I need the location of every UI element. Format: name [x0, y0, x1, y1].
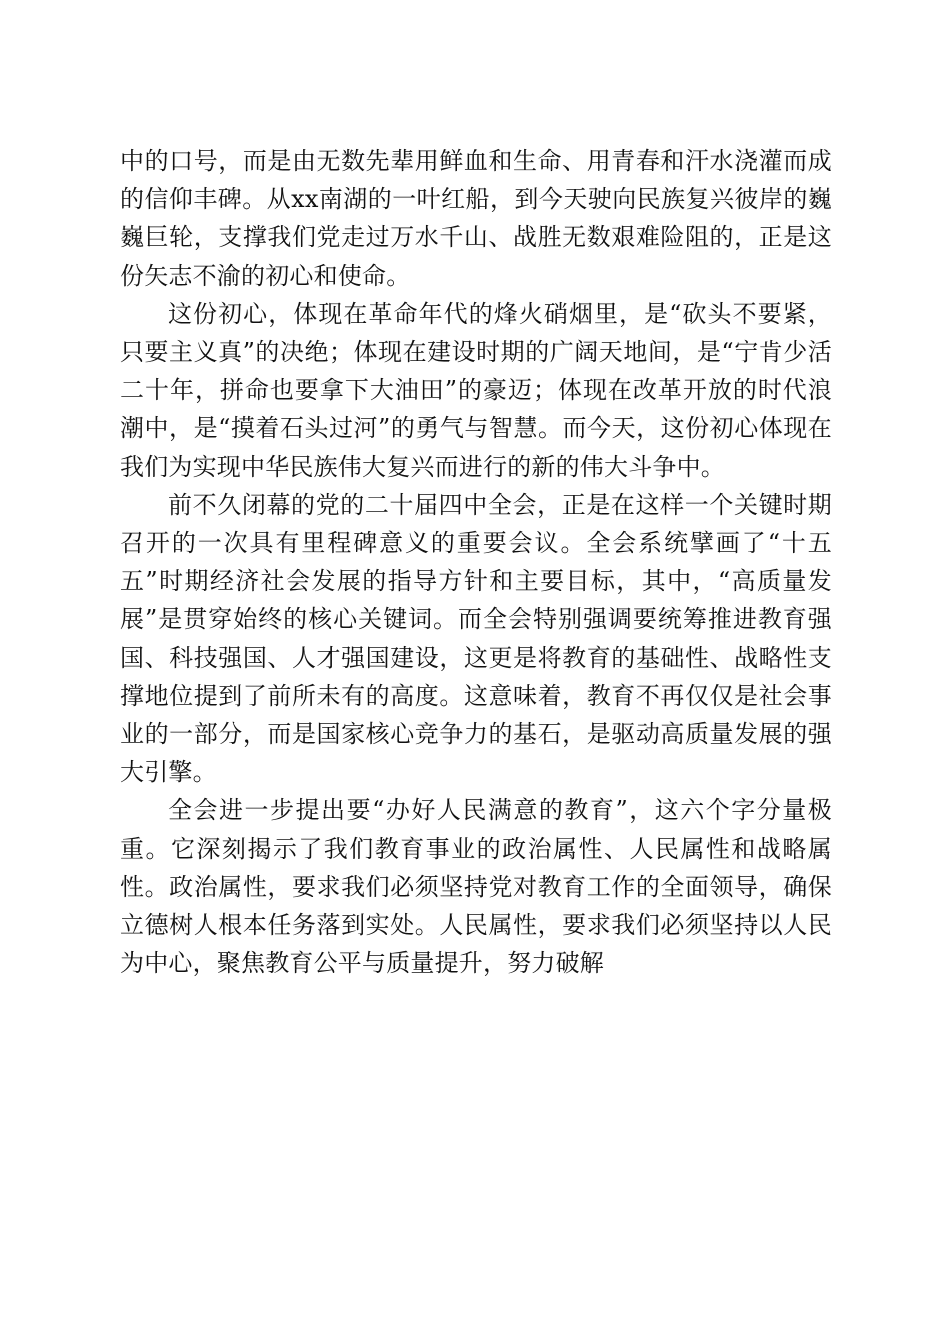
paragraph-4: 全会进一步提出要“办好人民满意的教育”，这六个字分量极重。它深刻揭示了我们教育事业的政治属性、人民属性和战略属性。政治属性，要求我们必须坚持党对教育工作的全面领导，确保立德树人根本任务落到实处。人民属性，要求我们必须坚持以人民为中心，聚焦教育公平与质量提升，努力破解 — [120, 796, 832, 978]
document-body — [120, 142, 832, 982]
paragraph-3: 前不久闭幕的党的二十届四中全会，正是在这样一个关键时期召开的一次具有里程碑意义的重要会议。全会系统擘画了“十五五”时期经济社会发展的指导方针和主要目标，其中，“高质量发展”是贯穿始终的核心关键词。而全会特别强调要统筹推进教育强国、科技强国、人才强国建设，这更是将教育的基础性、战略性支撑地位提到了前所未有的高度。这意味着，教育不再仅仅是社会事业的一部分，而是国家核心竞争力的基石，是驱动高质量发展的强大引擎。 — [120, 490, 832, 787]
paragraph-1: 中的口号，而是由无数先辈用鲜血和生命、用青春和汗水浇灌而成的信仰丰碑。从xx南湖的一叶红船，到今天驶向民族复兴彼岸的巍巍巨轮，支撑我们党走过万水千山、战胜无数艰难险阻的，正是这份矢志不渝的初心和使命。 — [120, 147, 832, 290]
paragraph-2: 这份初心，体现在革命年代的烽火硝烟里，是“砍头不要紧，只要主义真”的决绝；体现在建设时期的广阔天地间，是“宁肯少活二十年，拼命也要拿下大油田”的豪迈；体现在改革开放的时代浪潮中，是“摸着石头过河”的勇气与智慧。而今天，这份初心体现在我们为实现中华民族伟大复兴而进行的新的伟大斗争中。 — [120, 299, 832, 481]
